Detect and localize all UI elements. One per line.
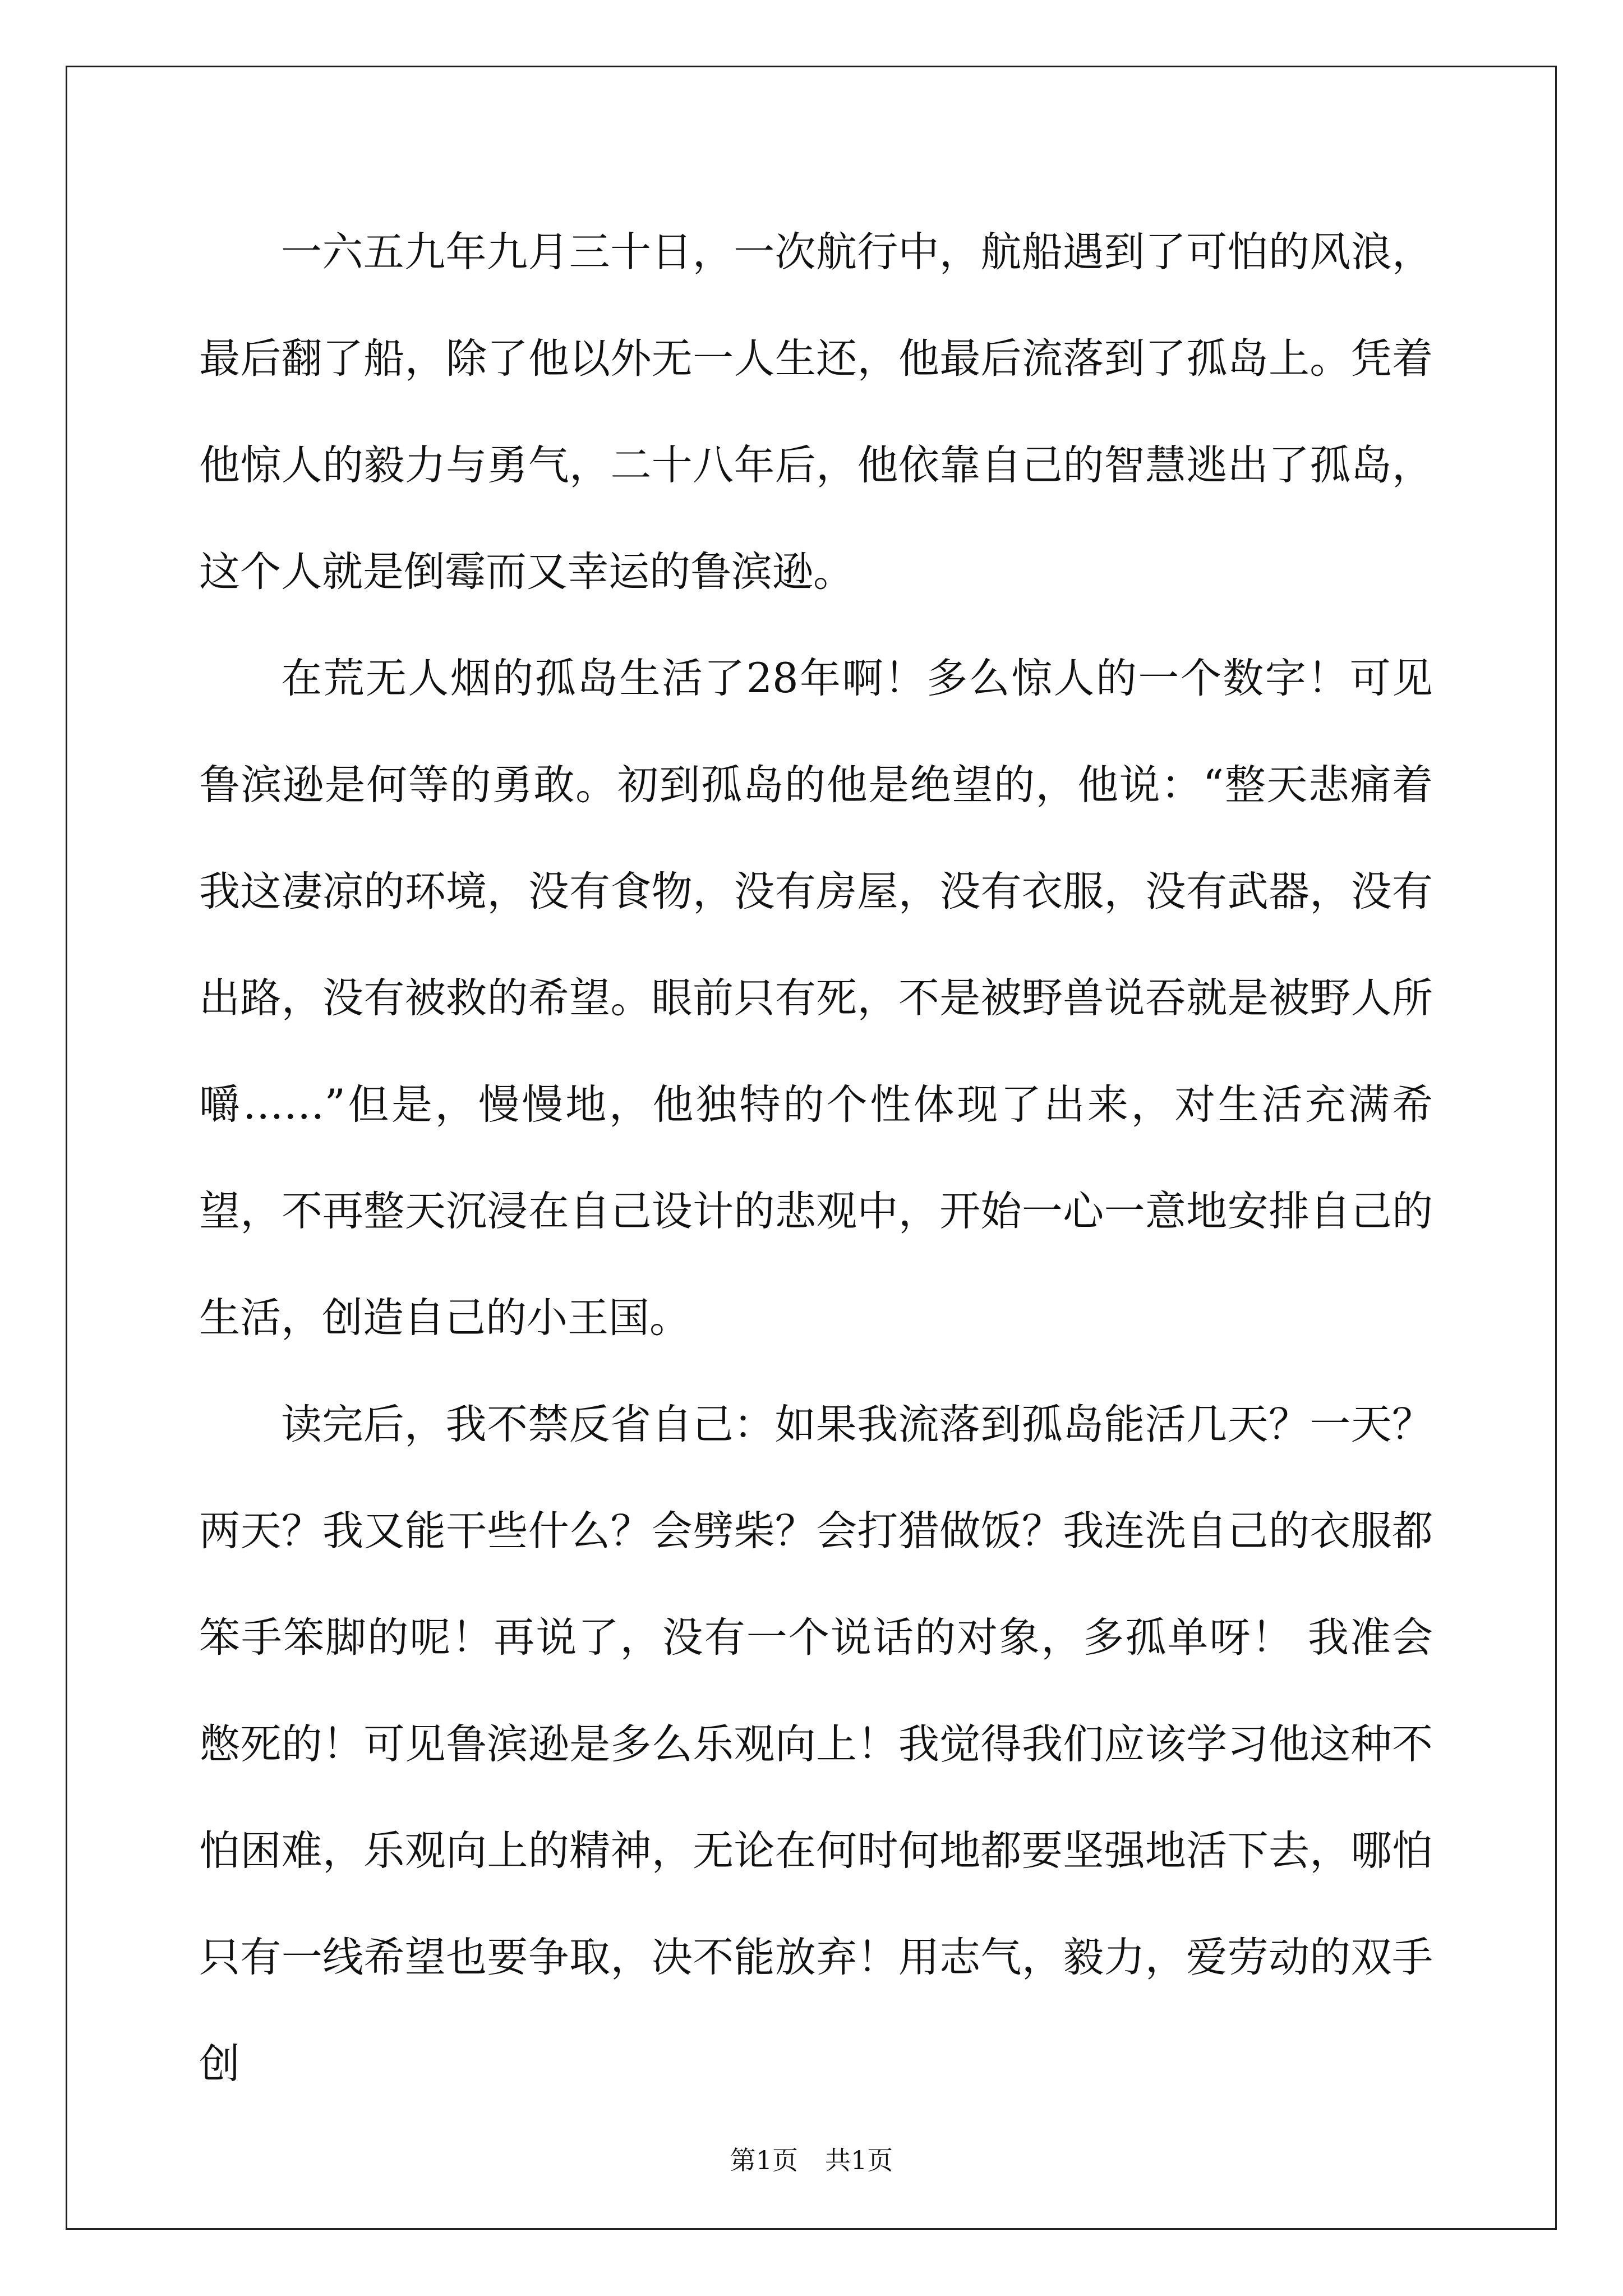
paragraph-2: 在荒无人烟的孤岛生活了28年啊！多么惊人的一个数字！可见鲁滨逊是何等的勇敢。初到孤岛的他是绝望的，他说：“整天悲痛着我这凄凉的环境，没有食物，没有房屋，没有衣服，没有武器，没有出路，没有被救的希望。眼前只有死，不是被野兽说吞就是被野人所嚼……”但是，慢慢地，他独特的个性体现了出来，对生活充满希望，不再整天沉浸在自己设计的悲观中，开始一心一意地安排自己的生活，创造自己的小王国。 [199,655,1433,1342]
page-footer [0,2140,1623,2177]
document-body [199,199,1433,2118]
paragraph-3: 读完后，我不禁反省自己：如果我流落到孤岛能活几天？一天？两天？我又能干些什么？会劈柴？会打猎做饭？我连洗自己的衣服都笨手笨脚的呢！再说了，没有一个说话的对象，多孤单呀！ 我准会憋死的！可见鲁滨逊是多么乐观向上！我觉得我们应该学习他这种不怕困难，乐观向上的精神，无论在何时何地都要坚强地活下去，哪怕只有一线希望也要争取，决不能放弃！用志气，毅力，爱劳动的双手创 [199,1401,1433,2088]
paragraph-1: 一六五九年九月三十日，一次航行中，航船遇到了可怕的风浪，最后翻了船，除了他以外无一人生还，他最后流落到了孤岛上。凭着他惊人的毅力与勇气，二十八年后，他依靠自己的智慧逃出了孤岛，这个人就是倒霉而又幸运的鲁滨逊。 [199,228,1433,596]
page-number-total: 共1页 [825,2145,893,2175]
page-number-current: 第1页 [730,2145,798,2175]
